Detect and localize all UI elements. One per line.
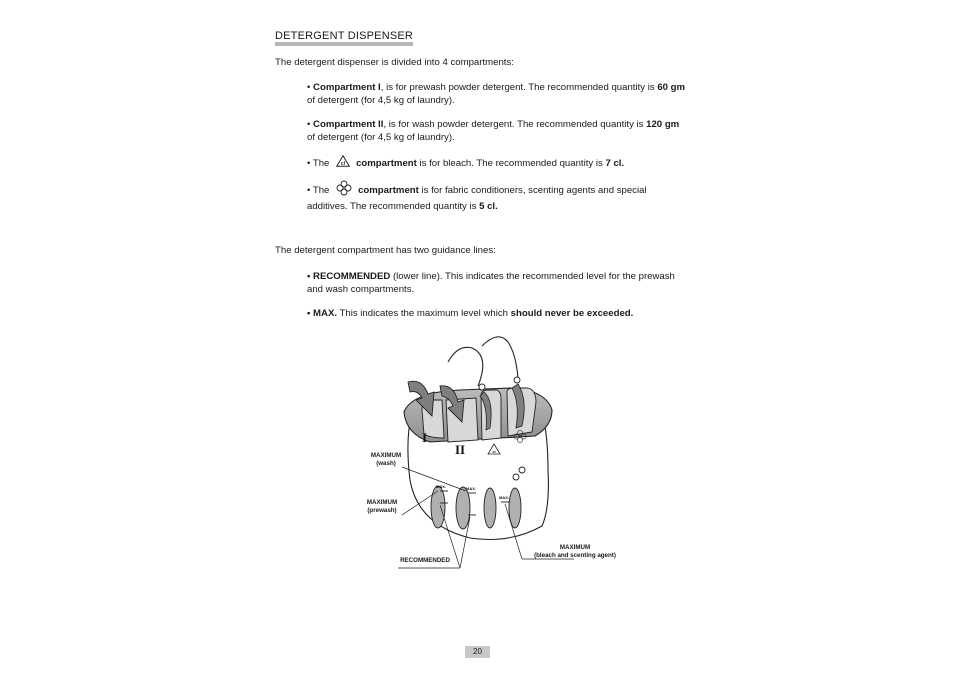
bullet-bold-quantity: 5 cl.	[479, 200, 498, 212]
bleach-triangle-icon	[336, 155, 350, 172]
bullet-bold-term: compartment	[358, 184, 419, 196]
bullet-bold-term: • MAX.	[307, 308, 338, 319]
finger-left	[448, 347, 483, 386]
bullet-bold-term: • RECOMMENDED	[307, 271, 391, 282]
fingertip-nail-left	[479, 384, 485, 390]
bullet-prefix: •	[307, 82, 314, 93]
level-window-prewash	[431, 486, 445, 528]
max-mark-bleach: MAX.	[499, 495, 509, 500]
page-number: 20	[465, 646, 490, 658]
bullet-prefix: • The	[307, 157, 333, 169]
numeral-compartment-2: II	[455, 442, 466, 457]
label-maximum-bleach-scenting: MAXIMUM (bleach and scenting agent)	[534, 544, 616, 559]
max-mark-prewash: MAX.	[436, 484, 446, 489]
bullet-bold-quantity: 60 gm	[657, 82, 686, 93]
intro-paragraph: The detergent dispenser is divided into 4 compartments:	[275, 57, 514, 68]
bullet-text: , is for wash powder detergent. The recommended quantity is	[383, 119, 647, 130]
section-heading: DETERGENT DISPENSER	[275, 30, 414, 42]
label-maximum-wash: MAXIMUM (wash)	[370, 452, 402, 467]
finger-right	[482, 337, 518, 378]
bullet-text-end: of detergent (for 4,5 kg of laundry).	[307, 94, 455, 106]
max-mark-wash: MAX.	[466, 486, 476, 491]
label-maximum-prewash: MAXIMUM (prewash)	[366, 499, 398, 514]
bullet-bold-quantity: 120 gm	[646, 119, 680, 130]
heading-underline-bar	[275, 42, 413, 46]
svg-text:cl: cl	[340, 161, 346, 167]
bullet-bold-quantity: 7 cl.	[605, 157, 625, 169]
bullet-text: , is for prewash powder detergent. The recommended quantity is	[380, 82, 658, 93]
bullet-bleach-compartment	[307, 155, 687, 172]
bullet-text: is for fabric conditioners, scenting agents and special additives. The recommended quantity is	[307, 184, 647, 212]
indicator-circle-left	[513, 474, 519, 480]
level-window-wash	[456, 487, 470, 529]
bullet-prefix: •	[307, 119, 314, 130]
bullet-softener-compartment	[307, 180, 687, 213]
bullet-bold-term: Compartment I	[313, 82, 381, 93]
bullet-text: (lower line). This indicates the recommended level for the prewash and wash compartments.	[307, 271, 675, 295]
bullet-text: is for bleach. The recommended quantity is	[416, 157, 606, 169]
level-window-bleach	[484, 488, 496, 528]
bullet-bold-warning: should never be exceeded.	[510, 308, 634, 319]
bullet-bold-term: compartment	[356, 157, 417, 169]
flower-softener-icon	[336, 180, 352, 201]
fingertip-nail-right	[514, 377, 520, 383]
dispenser-illustration	[360, 330, 640, 580]
indicator-circle-right	[519, 467, 525, 473]
numeral-compartment-1: I	[422, 430, 428, 445]
guidance-intro-paragraph: The detergent compartment has two guidance lines:	[275, 245, 496, 256]
bullet-max-line	[307, 308, 687, 321]
bullet-compartment-2	[307, 119, 687, 144]
label-recommended: RECOMMENDED	[400, 557, 450, 564]
bullet-prefix: • The	[307, 184, 333, 196]
bullet-text-end: of detergent (for 4,5 kg of laundry).	[307, 131, 455, 143]
bullet-bold-term: Compartment II	[313, 119, 384, 130]
svg-text:cl: cl	[492, 449, 496, 454]
bullet-text: This indicates the maximum level which	[337, 308, 511, 319]
bullet-recommended-line	[307, 271, 687, 296]
bullet-compartment-1	[307, 82, 687, 107]
